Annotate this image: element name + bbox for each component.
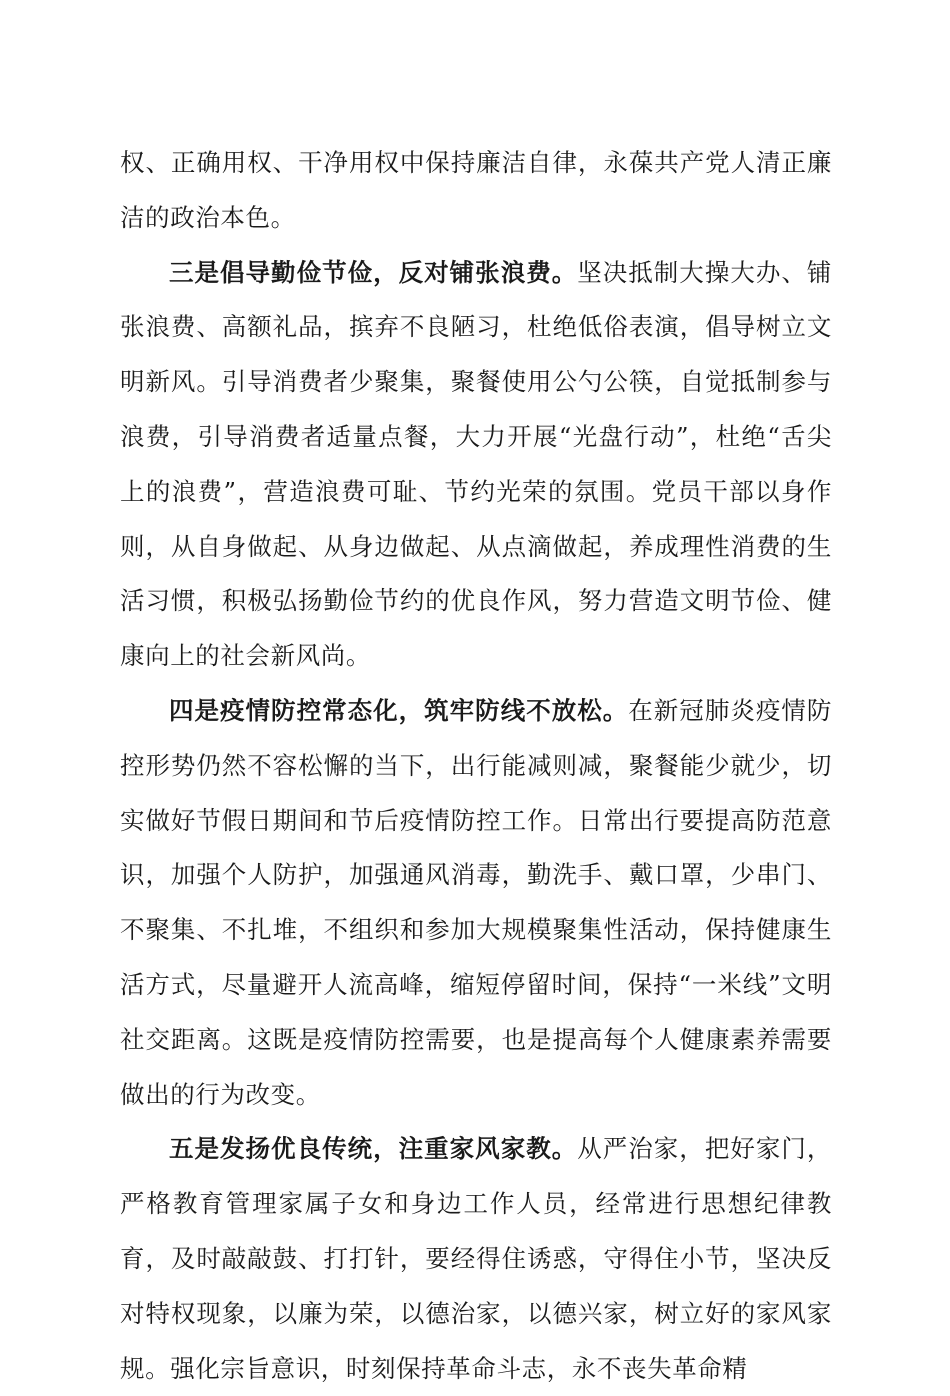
paragraph-text: 坚决抵制大操大办、铺张浪费、高额礼品，摈弃不良陋习，杜绝低俗表演，倡导树立文明新风。引导消费者少聚集，聚餐使用公勺公筷，自觉抵制参与浪费，引导消费者适量点餐，大力开展“光盘行动”，杜绝“舌尖上的浪费”，营造浪费可耻、节约光荣的氛围。党员干部以身作则，从自身做起、从身边做起、从点滴做起，养成理性消费的生活习惯，积极弘扬勤俭节约的优良作风，努力营造文明节俭、健康向上的社会新风尚。 [120, 257, 832, 671]
paragraph-continuation [120, 136, 832, 246]
paragraph-epidemic-control [120, 684, 832, 1122]
paragraph-text: 权、正确用权、干净用权中保持廉洁自律，永葆共产党人清正廉洁的政治本色。 [120, 148, 832, 232]
paragraph-family-tradition [120, 1122, 832, 1396]
paragraph-text: 从严治家，把好家门，严格教育管理家属子女和身边工作人员，经常进行思想纪律教育，及时敲敲鼓、打打针，要经得住诱惑，守得住小节，坚决反对特权现象，以廉为荣，以德治家，以德兴家，树立好的家风家规。强化宗旨意识，时刻保持革命斗志，永不丧失革命精 [120, 1134, 832, 1383]
paragraph-heading: 五是发扬优良传统，注重家风家教。 [169, 1134, 578, 1164]
paragraph-heading: 三是倡导勤俭节俭，反对铺张浪费。 [169, 257, 578, 287]
paragraph-heading: 四是疫情防控常态化，筑牢防线不放松。 [169, 695, 629, 725]
paragraph-text: 在新冠肺炎疫情防控形势仍然不容松懈的当下，出行能减则减，聚餐能少就少，切实做好节假日期间和节后疫情防控工作。日常出行要提高防范意识，加强个人防护，加强通风消毒，勤洗手、戴口罩，少串门、不聚集、不扎堆，不组织和参加大规模聚集性活动，保持健康生活方式，尽量避开人流高峰，缩短停留时间，保持“一米线”文明社交距离。这既是疫情防控需要，也是提高每个人健康素养需要做出的行为改变。 [120, 695, 832, 1109]
document-body [120, 136, 832, 1396]
paragraph-frugality [120, 246, 832, 684]
